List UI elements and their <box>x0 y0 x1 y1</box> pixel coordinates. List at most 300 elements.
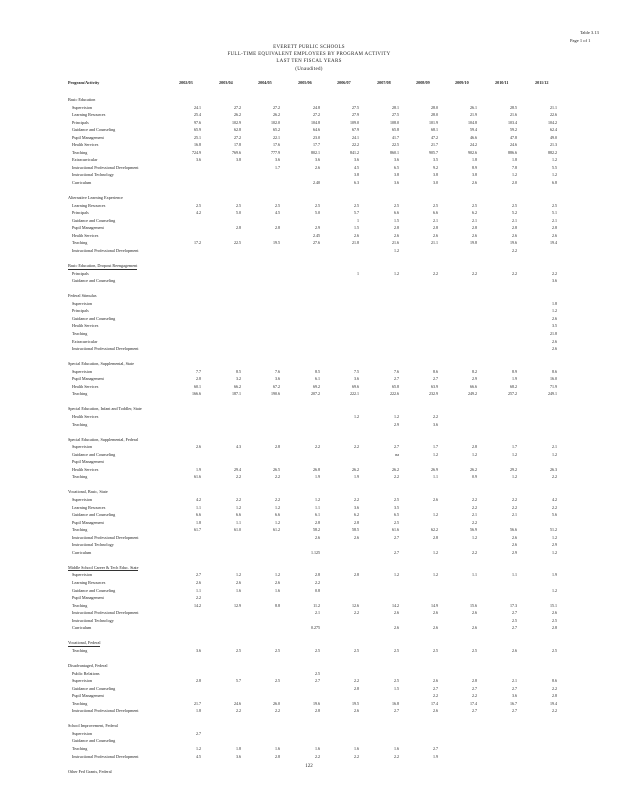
table-row <box>0 550 618 558</box>
fte-cell: 7.6 <box>394 368 399 374</box>
section-label: Special Education, Supplemental, State <box>68 361 134 367</box>
fte-cell: 2.7 <box>472 708 477 714</box>
section-label: Basic Education, Dropout Reengagement <box>68 263 138 269</box>
row-label: Instructional Technology <box>72 172 114 178</box>
table-row <box>0 542 618 550</box>
fte-cell: 3.2 <box>236 376 241 382</box>
fte-cell: 2.8 <box>552 625 557 631</box>
fte-cell: 8.2 <box>472 368 477 374</box>
fte-cell: 5.7 <box>354 210 359 216</box>
table-row <box>0 738 618 746</box>
fte-cell: 1.2 <box>275 504 280 510</box>
fte-cell: 68.1 <box>431 127 438 133</box>
table-row <box>0 618 618 626</box>
table-row <box>0 648 618 656</box>
fte-cell: 802.1 <box>311 149 320 155</box>
fte-cell: 25.4 <box>194 112 201 118</box>
fte-cell: 905.7 <box>429 149 438 155</box>
fte-cell: 1.2 <box>552 587 557 593</box>
row-label: Instructional Professional Development <box>72 708 139 714</box>
fte-cell: 2.1 <box>552 444 557 450</box>
fte-cell: 2.8 <box>472 225 477 231</box>
spacer-row <box>0 633 618 641</box>
fte-cell: 7.8 <box>512 164 517 170</box>
fte-cell: 62.4 <box>550 127 557 133</box>
fte-cell: 2.2 <box>196 595 201 601</box>
spacer-row <box>0 188 618 196</box>
fte-cell: 2.2 <box>472 549 477 555</box>
fte-cell: 28.5 <box>510 104 517 110</box>
fte-cell: 8.6 <box>552 678 557 684</box>
fte-cell: 1.9 <box>354 474 359 480</box>
fte-cell: 2.1 <box>512 512 517 518</box>
fte-cell: 2.1 <box>315 610 320 616</box>
fte-table <box>0 97 618 776</box>
header-year: 2010/11 <box>495 80 509 85</box>
row-label: Supervision <box>72 300 93 306</box>
fte-cell: 2.5 <box>275 647 280 653</box>
fte-cell: 29.4 <box>234 466 241 472</box>
fte-cell: 2.8 <box>433 534 438 540</box>
header-year: 2002/03 <box>179 80 193 85</box>
fte-cell: 2.8 <box>354 685 359 691</box>
fte-cell: 5.7 <box>236 678 241 684</box>
fte-cell: 3.6 <box>394 180 399 186</box>
fte-cell: 2.8 <box>315 519 320 525</box>
row-label: Guidance and Counseling <box>72 587 116 593</box>
spacer-row <box>0 255 618 263</box>
row-label: Supervision <box>72 678 93 684</box>
fte-cell: 17.8 <box>234 142 241 148</box>
fte-cell: 3.5 <box>552 323 557 329</box>
fte-cell: 22.2 <box>352 142 359 148</box>
fte-cell: 2.2 <box>512 496 517 502</box>
fte-cell: 2.6 <box>552 346 557 352</box>
fte-cell: 1.2 <box>236 572 241 578</box>
table-row <box>0 233 618 241</box>
fte-cell: 2.8 <box>354 572 359 578</box>
page-footer-number: 122 <box>305 764 313 769</box>
fte-cell: 4.2 <box>552 496 557 502</box>
fte-cell: 27.2 <box>234 104 241 110</box>
fte-cell: 2.1 <box>512 678 517 684</box>
fte-cell: 101.9 <box>429 119 438 125</box>
fte-cell: 29.2 <box>510 466 517 472</box>
section-row <box>0 293 618 301</box>
fte-cell: 27.6 <box>313 240 320 246</box>
spacer-row <box>0 557 618 565</box>
fte-cell: 1.9 <box>315 474 320 480</box>
fte-cell: 1.8 <box>552 300 557 306</box>
row-label: Guidance and Counseling <box>72 512 116 518</box>
fte-cell: 26.5 <box>273 466 280 472</box>
fte-cell: 2.40 <box>313 180 320 186</box>
fte-cell: 2.6 <box>354 534 359 540</box>
fte-cell: 2.2 <box>433 413 438 419</box>
fte-cell: 24.6 <box>510 142 517 148</box>
fte-cell: 2.2 <box>552 474 557 480</box>
section-row <box>0 640 618 648</box>
row-label: Health Services <box>72 383 99 389</box>
section-row <box>0 406 618 414</box>
section-row <box>0 769 618 777</box>
row-label: Instructional Professional Development <box>72 247 139 253</box>
fte-cell: 1.2 <box>552 549 557 555</box>
fte-cell: 1.8 <box>512 157 517 163</box>
fte-cell: 1.1 <box>236 519 241 525</box>
table-row <box>0 278 618 286</box>
fte-cell: 6.5 <box>394 512 399 518</box>
fte-cell: 1.2 <box>472 451 477 457</box>
fte-cell: 1.2 <box>552 157 557 163</box>
fte-cell: 2.6 <box>472 232 477 238</box>
fte-cell: 2.2 <box>275 496 280 502</box>
fte-cell: 21.1 <box>550 104 557 110</box>
fte-cell: 62.2 <box>431 527 438 533</box>
header-year: 2008/09 <box>416 80 430 85</box>
row-label: Teaching <box>72 391 88 397</box>
fte-cell: 249.1 <box>548 391 557 397</box>
report-title-period: LAST TEN FISCAL YEARS <box>276 59 342 64</box>
fte-cell: 187.1 <box>232 391 241 397</box>
fte-cell: 5.0 <box>236 210 241 216</box>
fte-cell: 1.5 <box>394 685 399 691</box>
fte-cell: 257.2 <box>508 391 517 397</box>
fte-cell: 58.5 <box>352 527 359 533</box>
fte-cell: 65.8 <box>392 383 399 389</box>
row-label: Pupil Management <box>72 595 104 601</box>
fte-cell: 104.2 <box>548 119 557 125</box>
table-row <box>0 512 618 520</box>
fte-cell: 2.2 <box>552 708 557 714</box>
fte-cell: 17.2 <box>194 240 201 246</box>
fte-cell: 1.7 <box>275 164 280 170</box>
section-label: Middle School Career & Tech Educ. State <box>68 564 139 570</box>
table-row <box>0 467 618 475</box>
fte-cell: 2.7 <box>394 376 399 382</box>
header-year: 2005/06 <box>298 80 312 85</box>
fte-cell: 2.5 <box>394 496 399 502</box>
fte-cell: 2.5 <box>315 670 320 676</box>
fte-cell: 27.2 <box>273 104 280 110</box>
fte-cell: 2.2 <box>394 753 399 759</box>
fte-cell: 2.6 <box>315 164 320 170</box>
fte-cell: 61.0 <box>234 527 241 533</box>
fte-cell: 26.2 <box>392 466 399 472</box>
fte-cell: 1.2 <box>433 572 438 578</box>
row-label: Instructional Professional Development <box>72 346 139 352</box>
row-label: Guidance and Counseling <box>72 217 116 223</box>
row-label: Extracurricular <box>72 157 98 163</box>
table-row <box>0 414 618 422</box>
fte-cell: 2.1 <box>472 217 477 223</box>
table-row <box>0 271 618 279</box>
fte-cell: 2.2 <box>472 270 477 276</box>
fte-cell: 21.6 <box>510 112 517 118</box>
fte-cell: 24.2 <box>470 142 477 148</box>
fte-cell: 3.8 <box>472 172 477 178</box>
fte-cell: 2.8 <box>472 444 477 450</box>
fte-cell: 2.8 <box>472 678 477 684</box>
section-label: Other Fed Grants, Federal <box>68 768 112 774</box>
table-row <box>0 157 618 165</box>
table-row <box>0 520 618 528</box>
fte-cell: 2.5 <box>196 202 201 208</box>
fte-cell: 1.8 <box>472 157 477 163</box>
fte-cell: 2.8 <box>552 693 557 699</box>
fte-cell: 6.6 <box>275 512 280 518</box>
fte-cell: 3.0 <box>433 180 438 186</box>
row-label: Public Relations <box>72 670 100 676</box>
fte-cell: 232.9 <box>429 391 438 397</box>
section-label: Special Education, Supplemental, Federal <box>68 436 139 442</box>
header-year: 2007/08 <box>377 80 391 85</box>
fte-cell: 1.2 <box>512 451 517 457</box>
fte-cell: 2.8 <box>275 444 280 450</box>
fte-cell: 27.5 <box>392 112 399 118</box>
fte-cell: 66.6 <box>470 383 477 389</box>
fte-cell: 2.6 <box>275 580 280 585</box>
row-label: Supervision <box>72 368 93 374</box>
table-row <box>0 316 618 324</box>
fte-cell: 27.9 <box>352 112 359 118</box>
fte-cell: 2.8 <box>236 225 241 231</box>
table-row <box>0 369 618 377</box>
fte-cell: 5.5 <box>552 164 557 170</box>
row-label: Pupil Management <box>72 134 104 140</box>
fte-cell: 19.6 <box>313 700 320 706</box>
fte-cell: 26.8 <box>313 466 320 472</box>
fte-cell: 1.5 <box>394 217 399 223</box>
section-row <box>0 565 618 573</box>
fte-cell: 1.7 <box>512 444 517 450</box>
fte-cell: 2.6 <box>552 232 557 238</box>
fte-cell: 2.2 <box>472 693 477 699</box>
fte-cell: 1.1 <box>472 572 477 578</box>
table-row <box>0 422 618 430</box>
fte-cell: 1.6 <box>275 746 280 752</box>
fte-cell: 26.0 <box>273 700 280 706</box>
table-row <box>0 203 618 211</box>
fte-cell: 2.6 <box>512 232 517 238</box>
row-label: Learning Resources <box>72 504 106 510</box>
row-label: Principals <box>72 270 89 276</box>
fte-cell: 1 <box>357 217 359 223</box>
fte-cell: 2.1 <box>512 217 517 223</box>
table-row <box>0 240 618 248</box>
section-label: Federal Stimulus <box>68 293 97 299</box>
fte-cell: 1.2 <box>552 172 557 178</box>
fte-cell: 104.8 <box>468 119 477 125</box>
row-label: Teaching <box>72 149 88 155</box>
fte-cell: 6.6 <box>433 210 438 216</box>
fte-cell: 3.6 <box>354 376 359 382</box>
row-label: Instructional Technology <box>72 617 114 623</box>
table-row <box>0 610 618 618</box>
table-row <box>0 210 618 218</box>
fte-cell: 28.0 <box>431 112 438 118</box>
fte-cell: 21.7 <box>194 700 201 706</box>
fte-cell: 4.5 <box>196 753 201 759</box>
fte-cell: 2.5 <box>315 647 320 653</box>
fte-cell: 1.125 <box>311 549 320 555</box>
fte-cell: 2.2 <box>236 496 241 502</box>
fte-cell: 2.5 <box>472 647 477 653</box>
fte-cell: 2.8 <box>354 519 359 525</box>
fte-cell: 1.2 <box>394 572 399 578</box>
table-row <box>0 572 618 580</box>
fte-cell: 2.8 <box>196 376 201 382</box>
fte-cell: 190.6 <box>271 391 280 397</box>
fte-cell: 2.6 <box>552 610 557 616</box>
row-label: Supervision <box>72 104 93 110</box>
fte-cell: 3.6 <box>433 421 438 427</box>
table-row <box>0 708 618 716</box>
fte-cell: 6.8 <box>552 180 557 186</box>
header-program-activity: Program/Activity <box>68 80 100 85</box>
fte-cell: 26.2 <box>234 112 241 118</box>
fte-cell: 24.8 <box>313 104 320 110</box>
fte-cell: na <box>395 451 399 457</box>
fte-cell: 8.8 <box>275 602 280 608</box>
fte-cell: 2.2 <box>472 504 477 510</box>
fte-cell: 6.1 <box>315 512 320 518</box>
fte-cell: 21.3 <box>550 142 557 148</box>
table-row <box>0 746 618 754</box>
fte-cell: 21.8 <box>352 240 359 246</box>
fte-cell: 2.2 <box>315 444 320 450</box>
fte-cell: 23.0 <box>313 134 320 140</box>
table-row <box>0 112 618 120</box>
fte-cell: 27.2 <box>234 134 241 140</box>
page-number: Page 1 of 1 <box>570 38 591 43</box>
table-row <box>0 165 618 173</box>
fte-cell: 2.7 <box>472 685 477 691</box>
table-row <box>0 444 618 452</box>
fte-cell: 6.6 <box>196 512 201 518</box>
row-label: Teaching <box>72 330 88 336</box>
fte-cell: 2.5 <box>394 202 399 208</box>
fte-cell: 2.6 <box>196 580 201 585</box>
fte-cell: 2.2 <box>236 708 241 714</box>
table-row <box>0 693 618 701</box>
fte-cell: 2.7 <box>512 685 517 691</box>
fte-cell: 61.6 <box>392 527 399 533</box>
row-label: Pupil Management <box>72 519 104 525</box>
fte-cell: 26.3 <box>550 466 557 472</box>
fte-cell: 1.6 <box>275 587 280 593</box>
fte-cell: 1.5 <box>354 225 359 231</box>
fte-cell: 6.6 <box>394 210 399 216</box>
row-label: Teaching <box>72 474 88 480</box>
fte-cell: 59.2 <box>510 127 517 133</box>
fte-cell: 41.7 <box>392 134 399 140</box>
table-row <box>0 248 618 256</box>
fte-cell: 16.8 <box>392 700 399 706</box>
fte-cell: 27.5 <box>352 104 359 110</box>
row-label: Supervision <box>72 444 93 450</box>
fte-cell: 2.5 <box>552 617 557 623</box>
header-year: 2009/10 <box>455 80 469 85</box>
fte-cell: 2.2 <box>275 474 280 480</box>
fte-cell: 207.2 <box>311 391 320 397</box>
fte-cell: 4.3 <box>236 444 241 450</box>
fte-cell: 2.5 <box>354 647 359 653</box>
row-label: Curriculum <box>72 625 92 631</box>
fte-cell: 2.9 <box>472 376 477 382</box>
header-year: 2006/07 <box>337 80 351 85</box>
fte-cell: 2.2 <box>512 247 517 253</box>
fte-cell: 1.8 <box>236 746 241 752</box>
fte-cell: 71.9 <box>550 383 557 389</box>
header-year: 2003/04 <box>219 80 233 85</box>
section-label: Vocational, Federal <box>68 640 101 646</box>
section-row <box>0 489 618 497</box>
fte-cell: 68.2 <box>510 383 517 389</box>
fte-cell: 1.2 <box>354 413 359 419</box>
table-row <box>0 391 618 399</box>
fte-cell: 2.5 <box>472 202 477 208</box>
table-row <box>0 384 618 392</box>
fte-cell: 2.1 <box>552 217 557 223</box>
table-row <box>0 535 618 543</box>
fte-cell: 222.1 <box>350 391 359 397</box>
fte-cell: 2.5 <box>236 202 241 208</box>
fte-cell: 2.7 <box>433 376 438 382</box>
fte-cell: 64.6 <box>313 127 320 133</box>
fte-cell: 19.4 <box>550 240 557 246</box>
table-row <box>0 527 618 535</box>
section-label: Basic Education <box>68 97 96 102</box>
fte-cell: 2.5 <box>433 647 438 653</box>
fte-cell: 17.7 <box>313 142 320 148</box>
row-label: Principals <box>72 210 89 216</box>
fte-cell: 11.2 <box>313 602 320 608</box>
fte-cell: 2.5 <box>275 678 280 684</box>
table-row <box>0 625 618 633</box>
fte-cell: 3.6 <box>512 693 517 699</box>
fte-cell: 2.2 <box>275 708 280 714</box>
table-header <box>0 80 618 90</box>
fte-cell: 21.8 <box>550 330 557 336</box>
fte-cell: 1.2 <box>275 572 280 578</box>
table-row <box>0 731 618 739</box>
fte-cell: 2.7 <box>512 610 517 616</box>
fte-cell: 2.6 <box>433 625 438 631</box>
fte-cell: 3.5 <box>394 504 399 510</box>
row-label: Teaching <box>72 602 88 608</box>
fte-cell: 0.9 <box>472 474 477 480</box>
fte-cell: 2.45 <box>313 232 320 238</box>
fte-cell: 1.2 <box>552 451 557 457</box>
row-label: Guidance and Counseling <box>72 127 116 133</box>
fte-cell: 109.0 <box>350 119 359 125</box>
fte-cell: 2.2 <box>433 693 438 699</box>
fte-cell: 2.6 <box>472 180 477 186</box>
fte-cell: 2.6 <box>236 580 241 585</box>
spacer-row <box>0 429 618 437</box>
row-label: Learning Resources <box>72 202 106 208</box>
row-label: Pupil Management <box>72 225 104 231</box>
fte-cell: 2.8 <box>196 678 201 684</box>
fte-cell: 7.6 <box>275 368 280 374</box>
fte-cell: 2.6 <box>433 708 438 714</box>
row-label: Health Services <box>72 413 99 419</box>
fte-cell: 1.6 <box>394 746 399 752</box>
table-row <box>0 172 618 180</box>
fte-cell: 15.1 <box>550 602 557 608</box>
fte-cell: 6.6 <box>236 512 241 518</box>
